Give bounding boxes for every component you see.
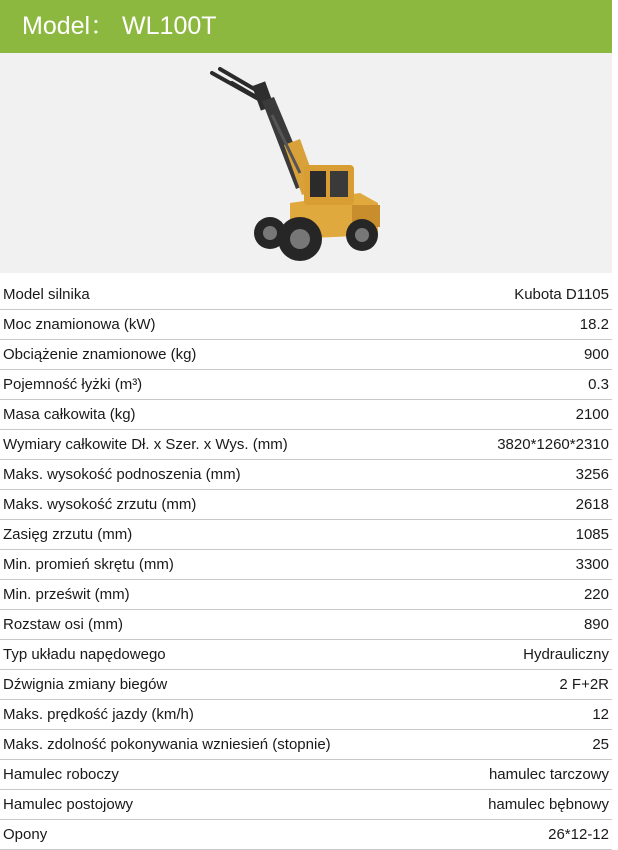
spec-label: Pojemność łyżki (m³) (3, 376, 143, 393)
spec-row (0, 640, 612, 670)
spec-label: Dźwignia zmiany biegów (3, 676, 168, 693)
spec-label: Hamulec roboczy (3, 766, 119, 783)
spec-label: Zasięg zrzutu (mm) (3, 526, 133, 543)
spec-row (0, 430, 612, 460)
spec-value: 12 (592, 706, 609, 723)
spec-value: hamulec bębnowy (488, 796, 609, 813)
telescopic-wheel-loader-image (0, 53, 612, 273)
spec-value: 2100 (575, 406, 609, 423)
spec-row (0, 490, 612, 520)
spec-value: 2618 (575, 496, 609, 513)
spec-label: Obciążenie znamionowe (kg) (3, 346, 197, 363)
spec-label: Masa całkowita (kg) (3, 406, 136, 423)
spec-label: Min. prześwit (mm) (3, 586, 130, 603)
spec-label: Maks. zdolność pokonywania wzniesień (stopnie) (3, 736, 331, 753)
spec-label: Model silnika (3, 286, 90, 303)
spec-value: 3256 (575, 466, 609, 483)
spec-value: 18.2 (579, 316, 609, 333)
spec-value: Hydrauliczny (523, 646, 609, 663)
spec-row (0, 280, 612, 310)
spec-table (0, 280, 612, 850)
model-title: Model： WL100T (22, 12, 217, 40)
spec-row (0, 370, 612, 400)
spec-row (0, 520, 612, 550)
spec-value: Kubota D1105 (514, 286, 609, 303)
spec-value: hamulec tarczowy (488, 766, 609, 783)
spec-row (0, 730, 612, 760)
spec-row (0, 790, 612, 820)
spec-row (0, 820, 612, 850)
model-header (0, 0, 612, 53)
spec-label: Maks. wysokość podnoszenia (mm) (3, 466, 241, 483)
spec-label: Opony (3, 826, 48, 843)
spec-row (0, 400, 612, 430)
spec-value: 220 (583, 586, 609, 603)
spec-value: 0.3 (588, 376, 609, 393)
spec-value: 1085 (575, 526, 609, 543)
spec-label: Min. promień skrętu (mm) (3, 556, 174, 573)
spec-row (0, 580, 612, 610)
spec-label: Maks. wysokość zrzutu (mm) (3, 496, 197, 513)
product-image-area (0, 53, 612, 273)
spec-value: 2 F+2R (559, 676, 609, 693)
spec-value: 3300 (575, 556, 609, 573)
spec-value: 26*12-12 (548, 826, 609, 843)
spec-label: Typ układu napędowego (3, 646, 166, 663)
spec-label: Wymiary całkowite Dł. x Szer. x Wys. (mm) (3, 436, 288, 453)
spec-row (0, 670, 612, 700)
spec-label: Maks. prędkość jazdy (km/h) (3, 706, 194, 723)
spec-row (0, 760, 612, 790)
spec-row (0, 550, 612, 580)
spec-row (0, 310, 612, 340)
spec-value: 890 (583, 616, 609, 633)
spec-value: 3820*1260*2310 (497, 436, 609, 453)
spec-label: Hamulec postojowy (3, 796, 134, 813)
spec-row (0, 700, 612, 730)
spec-value: 25 (592, 736, 609, 753)
spec-value: 900 (583, 346, 609, 363)
spec-row (0, 340, 612, 370)
spec-label: Rozstaw osi (mm) (3, 616, 124, 633)
spec-row (0, 610, 612, 640)
spec-row (0, 460, 612, 490)
spec-label: Moc znamionowa (kW) (3, 316, 156, 333)
